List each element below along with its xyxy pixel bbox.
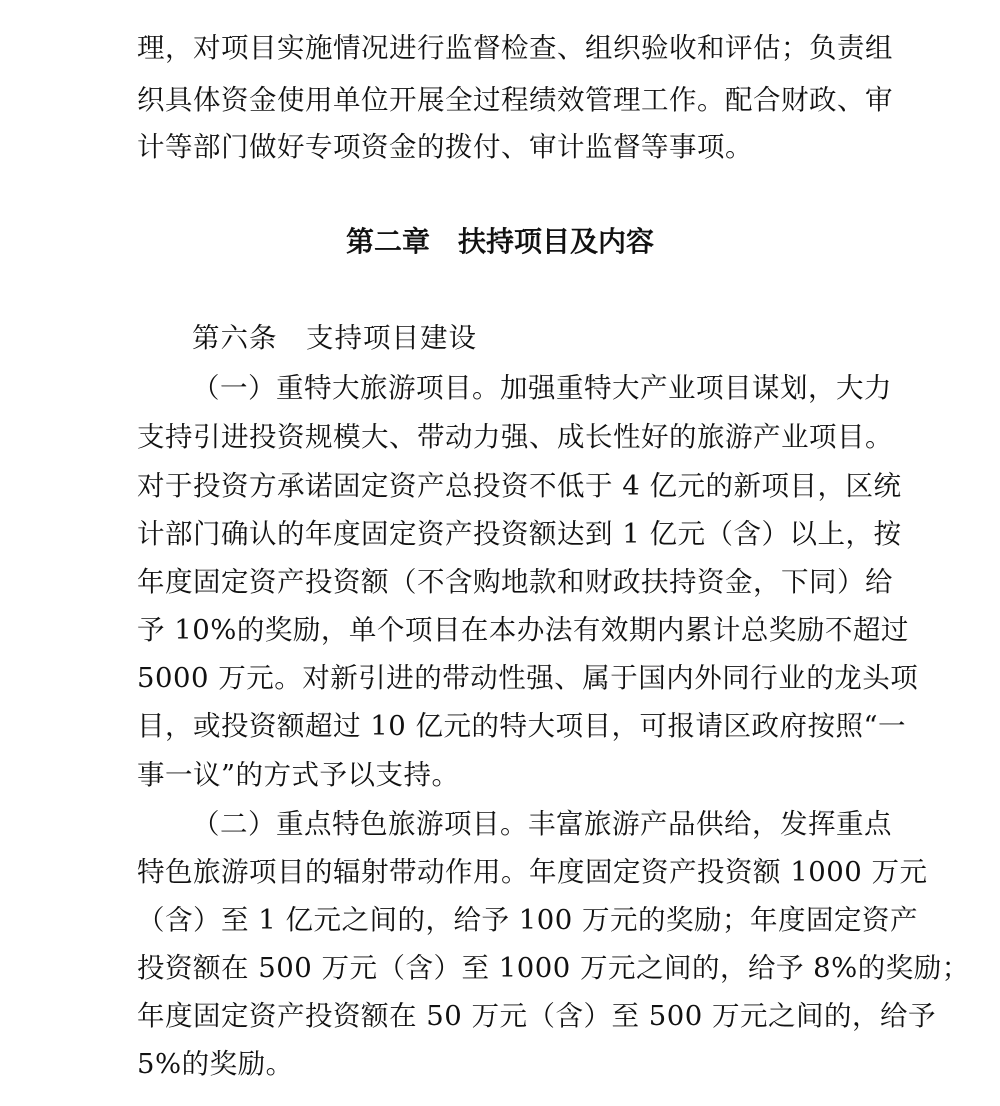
item-one-line-6: 予 10%的奖励，单个项目在本办法有效期内累计总奖励不超过 (137, 614, 909, 646)
item-one-line-1: （一）重特大旅游项目。加强重特大产业项目谋划，大力 (192, 372, 892, 404)
item-one-line-7: 5000 万元。对新引进的带动性强、属于国内外同行业的龙头项 (137, 662, 919, 694)
item-two-line-1: （二）重点特色旅游项目。丰富旅游产品供给，发挥重点 (192, 808, 892, 840)
item-two-line-4: 投资额在 500 万元（含）至 1000 万元之间的，给予 8%的奖励； (137, 952, 970, 984)
item-two-line-2: 特色旅游项目的辐射带动作用。年度固定资产投资额 1000 万元 (137, 856, 928, 888)
intro-line-1: 理，对项目实施情况进行监督检查、组织验收和评估；负责组 (137, 32, 893, 64)
item-two-line-6: 5%的奖励。 (137, 1048, 294, 1080)
intro-line-2: 织具体资金使用单位开展全过程绩效管理工作。配合财政、审 (137, 84, 893, 116)
item-one-line-5: 年度固定资产投资额（不含购地款和财政扶持资金，下同）给 (137, 566, 893, 598)
intro-line-3: 计等部门做好专项资金的拨付、审计监督等事项。 (137, 131, 753, 163)
item-one-line-9: 事一议”的方式予以支持。 (137, 759, 460, 791)
item-one-line-2: 支持引进投资规模大、带动力强、成长性好的旅游产业项目。 (137, 421, 893, 453)
item-two-line-3: （含）至 1 亿元之间的，给予 100 万元的奖励；年度固定资产 (137, 904, 918, 936)
chapter-heading: 第二章 扶持项目及内容 (345, 225, 654, 258)
article-title: 第六条 支持项目建设 (192, 322, 477, 354)
item-one-line-3: 对于投资方承诺固定资产总投资不低于 4 亿元的新项目，区统 (137, 470, 902, 502)
item-one-line-8: 目，或投资额超过 10 亿元的特大项目，可报请区政府按照“一 (137, 710, 907, 742)
item-two-line-5: 年度固定资产投资额在 50 万元（含）至 500 万元之间的，给予 (137, 1000, 936, 1032)
item-one-line-4: 计部门确认的年度固定资产投资额达到 1 亿元（含）以上，按 (137, 518, 902, 550)
